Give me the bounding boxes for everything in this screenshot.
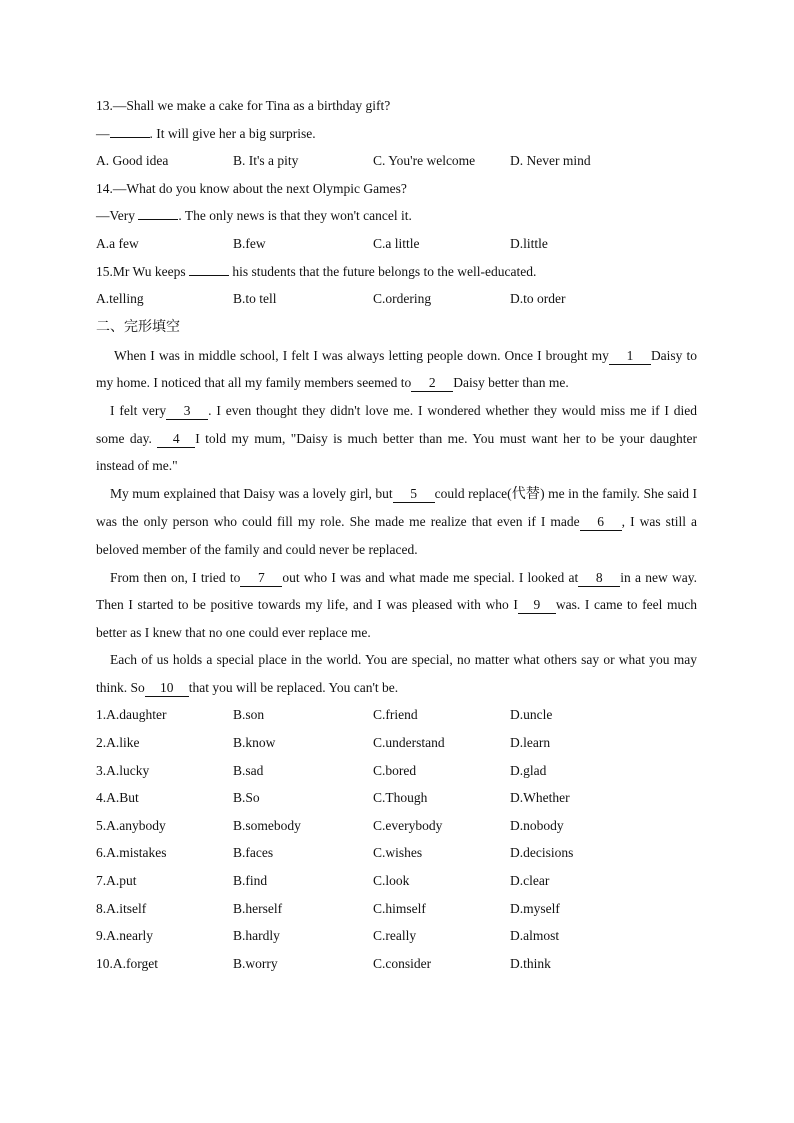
blank-1: 1: [609, 348, 651, 365]
question-13-prompt: 13.—Shall we make a cake for Tina as a birthday gift?: [96, 98, 391, 113]
option-c: C.everybody: [373, 817, 443, 833]
cloze-options-row: [96, 895, 697, 923]
cloze-options-row: [96, 812, 697, 840]
option-c: C. You're welcome: [373, 153, 476, 169]
option-b: B.somebody: [233, 817, 301, 833]
paragraph-text: ) me in the family. She said I was the only person who could fill my role. She made me realize that even if I made: [96, 485, 697, 530]
reply-text: . It will give her a big surprise.: [149, 125, 316, 141]
blank-6: 6: [580, 514, 622, 531]
option-d: D.little: [510, 235, 548, 251]
blank-2: 2: [411, 375, 453, 392]
option-d: D.learn: [510, 735, 551, 751]
answer-blank: [189, 263, 229, 276]
option-b: B.worry: [233, 955, 278, 971]
cloze-options-row: [96, 867, 697, 895]
option-c: C.ordering: [373, 291, 432, 307]
reply-dash: —: [96, 125, 110, 141]
option-a: A.telling: [96, 291, 144, 307]
question-14-prompt: 14.—What do you know about the next Olympic Games?: [96, 180, 407, 196]
option-c: C.consider: [373, 955, 432, 971]
option-c: C.friend: [373, 707, 418, 723]
paragraph-text: . I even thought they didn't love me. I wondered whether they would miss me if I died some day.: [96, 402, 697, 446]
option-a: A. Good idea: [96, 153, 169, 169]
cloze-options-row: [96, 701, 697, 729]
option-d: D.nobody: [510, 817, 564, 833]
option-a: 4.A.But: [96, 790, 139, 806]
passage-paragraph-3: [96, 480, 697, 564]
question-14-reply: [96, 202, 697, 230]
option-b: B.So: [233, 790, 260, 806]
option-c: C.himself: [373, 900, 426, 916]
option-b: B.sad: [233, 762, 264, 778]
paragraph-text: could replace(: [434, 485, 512, 501]
worksheet-content: [96, 92, 697, 977]
option-d: D.to order: [510, 291, 566, 307]
paragraph-text: that you will be replaced. You can't be.: [188, 679, 399, 695]
blank-4: 4: [157, 431, 195, 448]
blank-8: 8: [578, 570, 620, 587]
option-d: D.Whether: [510, 790, 570, 806]
blank-7: 7: [240, 570, 282, 587]
option-a: 10.A.forget: [96, 955, 158, 971]
option-b: B.know: [233, 735, 276, 751]
option-a: 5.A.anybody: [96, 817, 166, 833]
option-b: B.to tell: [233, 291, 277, 307]
question-15-prompt: [96, 258, 697, 286]
cloze-options-row: [96, 950, 697, 978]
blank-3: 3: [166, 403, 208, 420]
option-a: 7.A.put: [96, 873, 137, 889]
blank-10: 10: [145, 680, 189, 697]
paragraph-text: Daisy better than me.: [453, 375, 569, 391]
paragraph-text: I felt very: [110, 402, 167, 418]
option-c: C.look: [373, 873, 410, 889]
option-a: 8.A.itself: [96, 900, 147, 916]
paragraph-text: was. I came to feel much better as I knew that no one could ever replace me.: [96, 597, 697, 640]
option-a: 6.A.mistakes: [96, 845, 167, 861]
passage-paragraph-2: [96, 397, 697, 480]
option-c: C.understand: [373, 735, 445, 751]
cloze-options-row: [96, 839, 697, 867]
option-b: B.herself: [233, 900, 283, 916]
paragraph-text: When I was in middle school, I felt I was always letting people down. Once I brought my: [114, 347, 609, 363]
option-c: C.really: [373, 928, 417, 944]
option-a: 3.A.lucky: [96, 762, 150, 778]
reply-text: —Very: [96, 208, 139, 224]
option-b: B.son: [233, 707, 265, 723]
option-a: 2.A.like: [96, 735, 140, 751]
option-d: D. Never mind: [510, 153, 591, 169]
section-heading: 二、完形填空: [96, 318, 180, 335]
option-a: 1.A.daughter: [96, 707, 167, 723]
passage-paragraph-1: [96, 342, 697, 397]
blank-9: 9: [518, 597, 556, 614]
question-14-options: [96, 230, 697, 258]
option-d: D.uncle: [510, 707, 553, 723]
cloze-options: [96, 701, 697, 977]
paragraph-text: in a new way. Then I started to be positive towards my life, and I was pleased with who I: [96, 569, 697, 613]
chinese-gloss: 代替: [511, 485, 541, 502]
paragraph-text: Each of us holds a special place in the world. You are special, no matter what others say or what you may think. So: [96, 652, 697, 695]
cloze-options-row: [96, 784, 697, 812]
option-b: B. It's a pity: [233, 153, 299, 169]
paragraph-text: I told my mum, "Daisy is much better than me. You must want her to be your daughter instead of me.": [96, 430, 697, 474]
passage-paragraph-4: [96, 564, 697, 647]
cloze-options-row: [96, 729, 697, 757]
paragraph-text: My mum explained that Daisy was a lovely girl, but: [110, 485, 393, 501]
passage-paragraph-5: [96, 646, 697, 701]
reply-text: . The only news is that they won't cancel it.: [178, 208, 412, 224]
cloze-options-row: [96, 757, 697, 785]
prompt-text: his students that the future belongs to the well-educated.: [228, 263, 537, 279]
question-13-reply: [96, 120, 697, 148]
prompt-text: 15.Mr Wu keeps: [96, 263, 189, 279]
question-13-options: [96, 147, 697, 175]
option-d: D.think: [510, 955, 551, 971]
option-d: D.decisions: [510, 845, 574, 861]
option-d: D.glad: [510, 762, 547, 778]
paragraph-text: out who I was and what made me special. I looked at: [282, 569, 579, 585]
blank-5: 5: [393, 486, 435, 503]
option-d: D.almost: [510, 928, 560, 944]
question-15-options: [96, 285, 697, 313]
answer-blank: [110, 125, 150, 138]
option-c: C.bored: [373, 762, 417, 778]
option-b: B.hardly: [233, 928, 280, 944]
cloze-options-row: [96, 922, 697, 950]
option-c: C.Though: [373, 790, 428, 806]
paragraph-text: From then on, I tried to: [110, 569, 241, 585]
answer-blank: [138, 207, 178, 220]
option-d: D.clear: [510, 873, 550, 889]
option-b: B.few: [233, 235, 266, 251]
option-a: A.a few: [96, 235, 139, 251]
option-c: C.wishes: [373, 845, 423, 861]
option-b: B.find: [233, 873, 268, 889]
option-c: C.a little: [373, 235, 420, 251]
option-b: B.faces: [233, 845, 274, 861]
option-d: D.myself: [510, 900, 560, 916]
paragraph-text: , I was still a beloved member of the family and could never be replaced.: [96, 514, 697, 557]
option-a: 9.A.nearly: [96, 928, 153, 944]
paragraph-text: Daisy to my home. I noticed that all my family members seemed to: [96, 347, 697, 391]
